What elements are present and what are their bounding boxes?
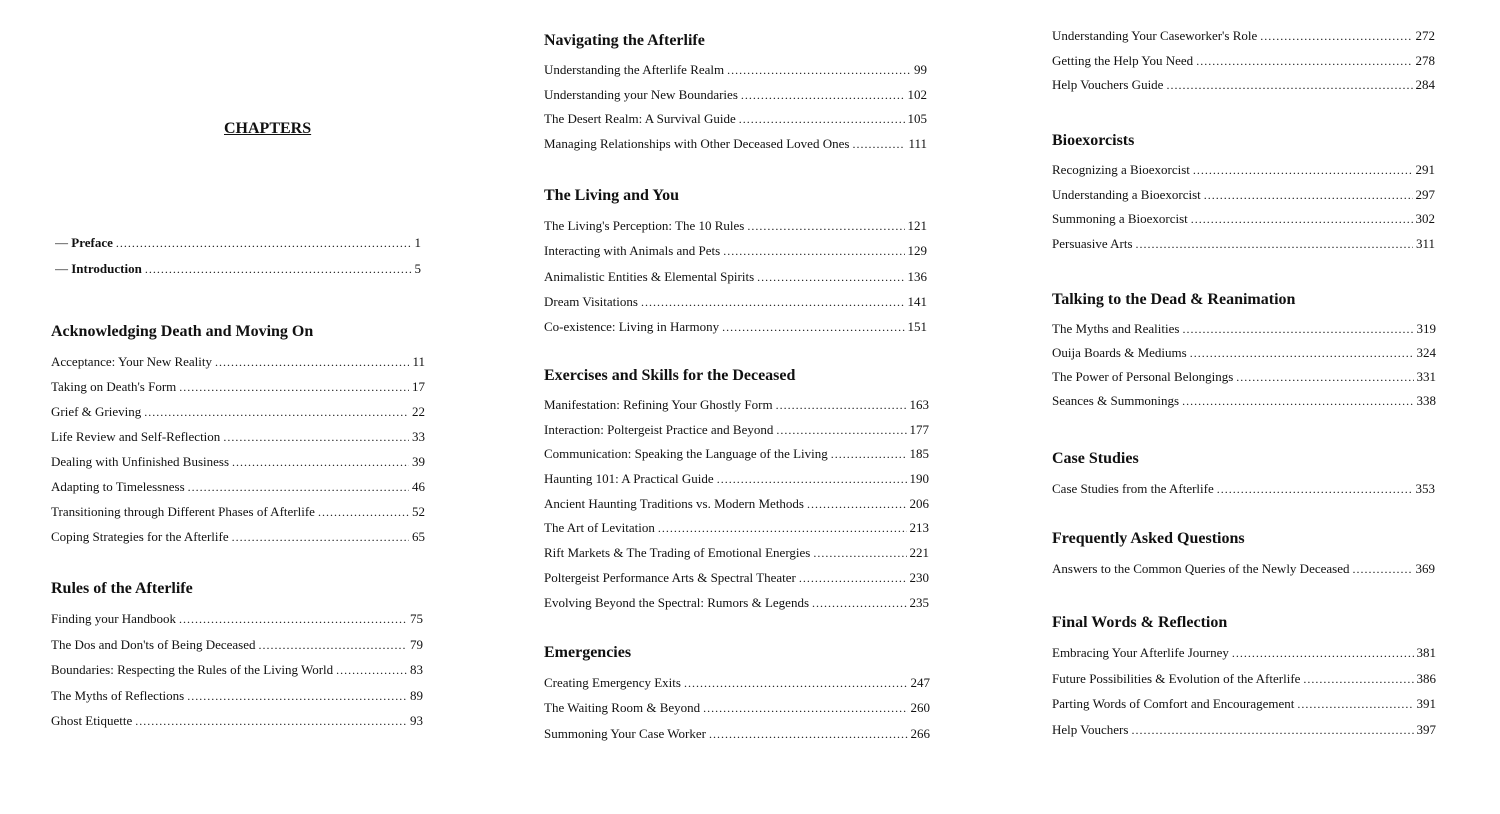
toc-entry[interactable] bbox=[544, 264, 927, 289]
entry-page: 235 bbox=[909, 594, 929, 610]
section-title: Acknowledging Death and Moving On bbox=[51, 323, 314, 340]
dot-leader bbox=[741, 83, 905, 108]
section-title: Rules of the Afterlife bbox=[51, 580, 193, 597]
dot-leader bbox=[807, 492, 907, 517]
toc-section bbox=[51, 578, 423, 734]
entry-title: Persuasive Arts bbox=[1052, 236, 1133, 252]
entry-title: Ghost Etiquette bbox=[51, 713, 133, 728]
entry-page: 75 bbox=[410, 611, 423, 626]
dot-leader bbox=[135, 709, 407, 734]
entry-title: Summoning a Bioexorcist bbox=[1052, 211, 1188, 227]
entry-title: Ancient Haunting Traditions vs. Modern Methods bbox=[544, 495, 804, 511]
entry-page: 99 bbox=[914, 62, 927, 77]
toc-entry[interactable] bbox=[1052, 158, 1435, 183]
section-entries bbox=[544, 213, 927, 339]
dot-leader bbox=[727, 58, 911, 83]
section-title: Final Words & Reflection bbox=[1052, 614, 1228, 631]
entry-title: The Myths of Reflections bbox=[51, 687, 185, 703]
dot-leader bbox=[717, 467, 907, 492]
entry-title: Introduction bbox=[71, 261, 142, 276]
entry-title: Dream Visitations bbox=[544, 293, 638, 309]
toc-entry[interactable] bbox=[1052, 717, 1436, 743]
section-entries bbox=[1052, 556, 1435, 581]
entry-title: Co-existence: Living in Harmony bbox=[544, 319, 720, 335]
dot-leader bbox=[1136, 232, 1413, 257]
entry-page: 52 bbox=[412, 504, 425, 519]
toc-entry[interactable] bbox=[51, 632, 423, 658]
entry-title: Interacting with Animals and Pets bbox=[544, 243, 721, 259]
toc-section bbox=[1052, 24, 1435, 98]
toc-entry[interactable] bbox=[544, 393, 929, 418]
entry-title: Case Studies from the Afterlife bbox=[1052, 481, 1214, 496]
entry-page: 177 bbox=[909, 421, 929, 437]
section-title: Talking to the Dead & Reanimation bbox=[1052, 291, 1296, 308]
entry-title: The Dos and Don'ts of Being Deceased bbox=[51, 636, 256, 652]
dot-leader bbox=[336, 658, 407, 683]
toc-section bbox=[544, 30, 927, 156]
dot-leader bbox=[757, 265, 904, 289]
entry-title: Adapting to Timelessness bbox=[51, 479, 185, 494]
toc-entry[interactable] bbox=[51, 424, 425, 449]
section-entries bbox=[1052, 158, 1435, 257]
entry-title: Preface bbox=[71, 235, 113, 250]
toc-section bbox=[544, 642, 930, 746]
entry-title: Understanding Your Caseworker's Role bbox=[1052, 28, 1258, 43]
dot-leader bbox=[259, 633, 407, 658]
entry-title: Parting Words of Comfort and Encouragement bbox=[1052, 696, 1295, 711]
toc-entry[interactable] bbox=[544, 238, 927, 263]
entry-page: 221 bbox=[909, 545, 929, 561]
entry-title: The Myths and Realities bbox=[1052, 321, 1180, 336]
entry-page: 284 bbox=[1415, 77, 1435, 93]
entry-title: Getting the Help You Need bbox=[1052, 52, 1194, 68]
entry-title: Coping Strategies for the Afterlife bbox=[51, 529, 229, 544]
section-entries bbox=[51, 349, 425, 549]
entry-page: 93 bbox=[410, 713, 423, 728]
toc-entry[interactable] bbox=[544, 58, 927, 83]
dot-leader bbox=[1182, 389, 1413, 413]
dot-leader bbox=[1182, 317, 1413, 341]
toc-entry[interactable] bbox=[1052, 73, 1435, 98]
toc-entry[interactable] bbox=[51, 524, 425, 549]
entry-page: 297 bbox=[1415, 186, 1435, 202]
entry-page: 33 bbox=[412, 429, 425, 444]
toc-entry[interactable] bbox=[544, 83, 927, 108]
toc-section bbox=[1052, 448, 1435, 501]
dot-leader bbox=[812, 591, 906, 616]
section-entries bbox=[1052, 24, 1435, 98]
toc-entry[interactable] bbox=[1052, 341, 1436, 365]
entry-page: 102 bbox=[907, 86, 927, 102]
entry-title: Rift Markets & The Trading of Emotional Energies bbox=[544, 545, 811, 561]
entry-page: 129 bbox=[907, 243, 927, 259]
toc-entry[interactable] bbox=[1052, 389, 1436, 413]
toc-entry[interactable] bbox=[544, 670, 930, 695]
toc-entry-introduction[interactable]: — Introduction ..... 5 bbox=[55, 259, 421, 285]
section-title: Emergencies bbox=[544, 644, 632, 661]
entry-page: 324 bbox=[1416, 345, 1436, 360]
toc-entry[interactable] bbox=[544, 442, 929, 467]
entry-title: Dealing with Unfinished Business bbox=[51, 454, 230, 469]
entry-page: 5 bbox=[414, 261, 421, 276]
toc-entry[interactable] bbox=[544, 566, 929, 591]
toc-entry[interactable] bbox=[544, 132, 927, 157]
toc-entry[interactable] bbox=[1052, 317, 1436, 341]
toc-entry[interactable] bbox=[51, 449, 425, 474]
entry-page: 213 bbox=[909, 520, 929, 536]
toc-entry[interactable] bbox=[544, 418, 929, 443]
entry-page: 11 bbox=[412, 354, 425, 369]
toc-entry[interactable] bbox=[544, 314, 927, 339]
entry-title: Creating Emergency Exits bbox=[544, 675, 681, 690]
section-title: Bioexorcists bbox=[1052, 132, 1135, 149]
entry-title: Taking on Death's Form bbox=[51, 379, 177, 394]
toc-entry-preface[interactable]: — Preface ..... 1 bbox=[55, 233, 421, 259]
dot-leader bbox=[852, 132, 905, 157]
toc-entry[interactable] bbox=[544, 289, 927, 314]
chapters-heading: CHAPTERS bbox=[224, 120, 312, 137]
dot-leader bbox=[1260, 24, 1412, 49]
dot-leader bbox=[1217, 477, 1413, 501]
entry-page: 247 bbox=[910, 675, 930, 690]
toc-entry[interactable] bbox=[1052, 207, 1435, 232]
front-matter bbox=[55, 233, 421, 285]
entry-title: Interaction: Poltergeist Practice and Beyond bbox=[544, 421, 774, 437]
entry-page: 386 bbox=[1416, 670, 1436, 686]
entry-page: 185 bbox=[909, 446, 929, 462]
entry-page: 311 bbox=[1415, 236, 1435, 252]
dot-leader bbox=[658, 516, 907, 541]
toc-entry[interactable] bbox=[51, 657, 423, 683]
entry-page: 83 bbox=[410, 662, 423, 677]
toc-entry[interactable] bbox=[544, 213, 927, 238]
entry-page: 338 bbox=[1416, 393, 1436, 408]
dot-leader bbox=[1236, 365, 1413, 389]
entry-page: 39 bbox=[412, 454, 425, 469]
entry-title: The Desert Realm: A Survival Guide bbox=[544, 111, 736, 126]
entry-page: 17 bbox=[412, 379, 425, 394]
dot-leader bbox=[1191, 207, 1413, 232]
entry-page: 190 bbox=[909, 471, 929, 487]
dot-leader bbox=[709, 722, 908, 746]
entry-title: Answers to the Common Queries of the Newly Deceased bbox=[1052, 561, 1350, 576]
dot-leader bbox=[187, 684, 407, 709]
toc-section bbox=[51, 321, 425, 549]
toc-entry[interactable] bbox=[51, 349, 425, 374]
toc-entry[interactable] bbox=[51, 374, 425, 399]
toc-entry[interactable] bbox=[1052, 183, 1435, 208]
entry-page: 260 bbox=[910, 700, 930, 716]
entry-title: Animalistic Entities & Elemental Spirits bbox=[544, 268, 755, 284]
toc-entry[interactable] bbox=[51, 399, 425, 424]
entry-title: The Waiting Room & Beyond bbox=[544, 700, 701, 716]
dot-leader bbox=[188, 475, 409, 499]
toc-section bbox=[544, 185, 927, 339]
toc-entry[interactable] bbox=[1052, 666, 1436, 692]
toc-entry[interactable] bbox=[544, 467, 929, 492]
toc-entry[interactable] bbox=[544, 516, 929, 541]
entry-title: Ouija Boards & Mediums bbox=[1052, 345, 1187, 360]
section-title: The Living and You bbox=[544, 187, 680, 204]
section-entries bbox=[1052, 640, 1436, 742]
toc-entry[interactable] bbox=[544, 107, 927, 132]
dot-leader bbox=[215, 350, 409, 374]
toc-entry[interactable] bbox=[1052, 556, 1435, 581]
dot-leader bbox=[739, 107, 905, 132]
entry-page: 163 bbox=[909, 397, 929, 412]
entry-page: 266 bbox=[910, 725, 930, 741]
entry-title: Haunting 101: A Practical Guide bbox=[544, 471, 714, 487]
dot-leader bbox=[1196, 49, 1412, 74]
entry-page: 381 bbox=[1416, 645, 1436, 660]
entry-title: Communication: Speaking the Language of the Living bbox=[544, 446, 828, 462]
entry-page: 302 bbox=[1415, 211, 1435, 227]
section-entries bbox=[1052, 476, 1435, 501]
entry-title: Understanding a Bioexorcist bbox=[1052, 186, 1201, 202]
toc-section bbox=[1052, 289, 1436, 413]
dot-leader bbox=[776, 393, 907, 418]
entry-title: Future Possibilities & Evolution of the Afterlife bbox=[1052, 670, 1301, 686]
dot-leader bbox=[1297, 692, 1413, 717]
dot-leader bbox=[1352, 557, 1412, 581]
toc-entry[interactable] bbox=[51, 683, 423, 709]
dot-leader bbox=[232, 525, 409, 549]
toc-entry[interactable] bbox=[544, 695, 930, 720]
entry-page: 46 bbox=[412, 479, 425, 494]
dot-leader bbox=[776, 418, 906, 443]
dot-leader bbox=[1232, 641, 1414, 666]
toc-entry[interactable] bbox=[1052, 476, 1435, 501]
entry-title: Recognizing a Bioexorcist bbox=[1052, 162, 1190, 177]
entry-page: 353 bbox=[1415, 481, 1435, 496]
toc-entry[interactable] bbox=[544, 721, 930, 746]
entry-page: 391 bbox=[1416, 696, 1436, 711]
entry-title: Understanding your New Boundaries bbox=[544, 86, 738, 102]
toc-entry[interactable] bbox=[51, 606, 423, 632]
entry-title: Acceptance: Your New Reality bbox=[51, 354, 213, 369]
toc-entry[interactable] bbox=[1052, 232, 1435, 257]
section-title: Case Studies bbox=[1052, 450, 1139, 467]
entry-title: Managing Relationships with Other Deceased Loved Ones bbox=[544, 135, 850, 151]
entry-title: Embracing Your Afterlife Journey bbox=[1052, 645, 1229, 660]
section-title: Exercises and Skills for the Deceased bbox=[544, 367, 796, 384]
entry-title: Grief & Grieving bbox=[51, 404, 142, 419]
entry-title: Summoning Your Case Worker bbox=[544, 725, 706, 741]
dot-leader bbox=[747, 214, 904, 238]
entry-title: Poltergeist Performance Arts & Spectral Theater bbox=[544, 569, 796, 585]
toc-entry[interactable] bbox=[544, 541, 929, 566]
entry-page: 79 bbox=[410, 636, 423, 652]
entry-page: 319 bbox=[1416, 321, 1436, 336]
dot-leader bbox=[1303, 667, 1413, 692]
entry-title: Finding your Handbook bbox=[51, 611, 176, 626]
entry-title: Transitioning through Different Phases of Afterlife bbox=[51, 504, 315, 519]
entry-page: 121 bbox=[907, 218, 927, 233]
dot-leader bbox=[1204, 183, 1413, 208]
dot-leader bbox=[703, 696, 907, 720]
section-entries bbox=[544, 670, 930, 746]
dot-leader bbox=[1190, 341, 1414, 365]
toc-entry[interactable] bbox=[544, 591, 929, 616]
dot-leader bbox=[1193, 158, 1413, 183]
toc-section bbox=[1052, 130, 1435, 257]
entry-page: 331 bbox=[1416, 369, 1436, 384]
entry-page: 65 bbox=[412, 529, 425, 544]
section-entries bbox=[544, 393, 929, 615]
entry-title: The Living's Perception: The 10 Rules bbox=[544, 218, 745, 233]
entry-title: Evolving Beyond the Spectral: Rumors & Legends bbox=[544, 594, 810, 610]
dot-leader bbox=[641, 290, 905, 314]
dot-leader bbox=[684, 671, 908, 695]
entry-title: Manifestation: Refining Your Ghostly Form bbox=[544, 397, 773, 412]
entry-title: Understanding the Afterlife Realm bbox=[544, 62, 725, 77]
toc-entry[interactable] bbox=[51, 474, 425, 499]
dot-leader bbox=[799, 566, 907, 591]
entry-title: Help Vouchers Guide bbox=[1052, 77, 1164, 93]
toc-entry[interactable] bbox=[544, 492, 929, 517]
entry-title: Seances & Summonings bbox=[1052, 393, 1180, 408]
toc-section bbox=[544, 365, 929, 615]
entry-title: The Art of Levitation bbox=[544, 520, 655, 536]
dot-leader bbox=[723, 239, 904, 263]
entry-title: Life Review and Self-Reflection bbox=[51, 429, 221, 444]
entry-page: 1 bbox=[414, 235, 421, 250]
dot-leader bbox=[1166, 73, 1412, 98]
entry-page: 136 bbox=[907, 268, 927, 284]
dot-leader bbox=[831, 442, 907, 467]
section-entries bbox=[544, 58, 927, 156]
toc-entry[interactable] bbox=[1052, 365, 1436, 389]
entry-page: 105 bbox=[907, 111, 927, 126]
entry-page: 206 bbox=[909, 495, 929, 511]
section-entries bbox=[51, 606, 423, 734]
dot-leader bbox=[722, 315, 904, 339]
entry-page: 272 bbox=[1415, 28, 1435, 43]
toc-entry[interactable] bbox=[1052, 49, 1435, 74]
dot-leader bbox=[223, 425, 409, 449]
entry-page: 89 bbox=[410, 687, 423, 703]
entry-page: 141 bbox=[907, 293, 927, 309]
section-entries bbox=[1052, 317, 1436, 413]
section-title: Frequently Asked Questions bbox=[1052, 530, 1245, 547]
entry-page: 111 bbox=[908, 135, 927, 151]
entry-page: 22 bbox=[412, 404, 425, 419]
entry-title: The Power of Personal Belongings bbox=[1052, 369, 1234, 384]
dot-leader bbox=[179, 375, 409, 399]
entry-page: 151 bbox=[907, 319, 927, 335]
entry-title: Boundaries: Respecting the Rules of the Living World bbox=[51, 662, 334, 677]
dot-leader bbox=[144, 400, 409, 424]
toc-entry[interactable] bbox=[51, 499, 425, 524]
toc-entry[interactable] bbox=[51, 708, 423, 734]
toc-entry[interactable] bbox=[1052, 691, 1436, 717]
toc-section bbox=[1052, 528, 1435, 581]
dot-leader bbox=[813, 541, 906, 566]
dot-leader bbox=[318, 500, 409, 524]
entry-page: 230 bbox=[909, 569, 929, 585]
toc-entry[interactable] bbox=[1052, 640, 1436, 666]
entry-title: Help Vouchers bbox=[1052, 721, 1129, 737]
entry-page: 369 bbox=[1415, 561, 1435, 576]
dot-leader bbox=[232, 450, 409, 474]
dot-leader bbox=[1131, 718, 1413, 743]
toc-entry[interactable] bbox=[1052, 24, 1435, 49]
entry-page: 291 bbox=[1415, 162, 1435, 177]
section-title: Navigating the Afterlife bbox=[544, 32, 705, 49]
toc-section bbox=[1052, 612, 1436, 742]
entry-page: 397 bbox=[1416, 721, 1436, 737]
entry-page: 278 bbox=[1415, 52, 1435, 68]
dot-leader bbox=[179, 607, 407, 632]
